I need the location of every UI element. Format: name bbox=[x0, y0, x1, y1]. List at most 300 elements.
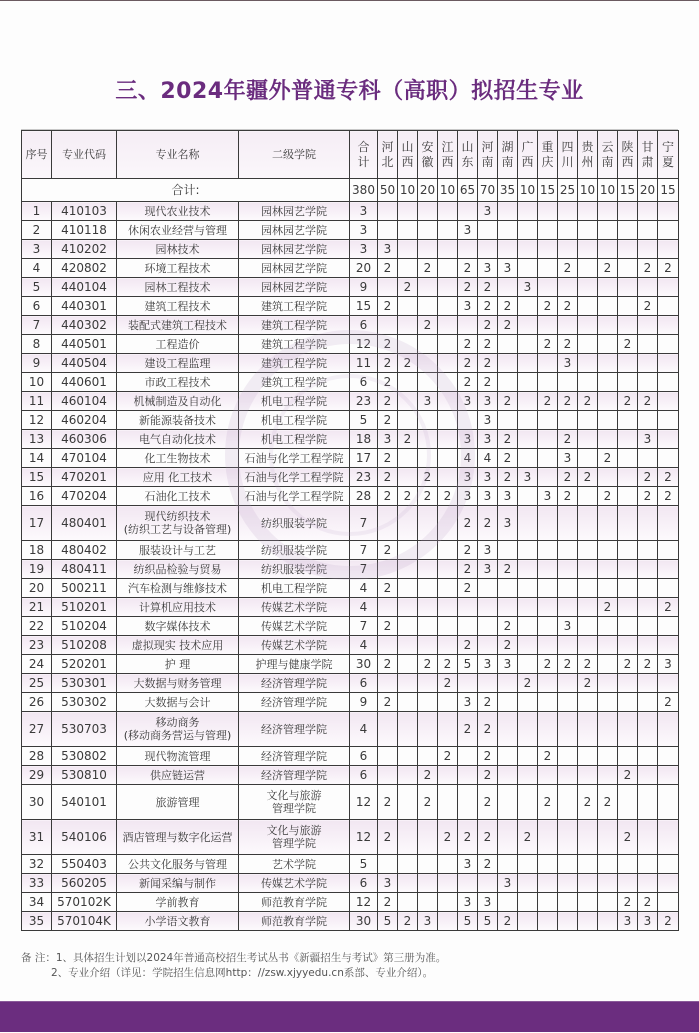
province-quota-cell: 2 bbox=[378, 617, 398, 636]
province-quota-cell bbox=[438, 468, 458, 487]
province-quota-cell bbox=[578, 411, 598, 430]
table-row bbox=[22, 893, 679, 912]
province-quota-cell: 2 bbox=[598, 487, 618, 506]
header-province: 重 庆 bbox=[538, 131, 558, 179]
seq-cell: 27 bbox=[22, 712, 52, 747]
province-quota-cell: 3 bbox=[458, 221, 478, 240]
province-quota-cell bbox=[398, 820, 418, 855]
college-cell bbox=[239, 240, 350, 259]
province-quota-cell: 2 bbox=[558, 430, 578, 449]
province-quota-cell bbox=[658, 820, 679, 855]
college-cell bbox=[239, 541, 350, 560]
province-quota-cell: 5 bbox=[478, 912, 498, 931]
province-quota-cell bbox=[578, 579, 598, 598]
province-quota-cell bbox=[638, 411, 658, 430]
major-name-cell bbox=[117, 221, 239, 240]
province-quota-cell: 2 bbox=[378, 655, 398, 674]
major-name-cell bbox=[117, 636, 239, 655]
province-quota-cell bbox=[638, 617, 658, 636]
major-name: 休闲农业经营与管理 bbox=[128, 223, 227, 237]
province-quota-cell bbox=[398, 411, 418, 430]
province-quota-cell: 3 bbox=[498, 487, 518, 506]
province-quota-cell: 2 bbox=[458, 354, 478, 373]
province-quota-cell bbox=[398, 373, 418, 392]
seq-cell: 4 bbox=[22, 259, 52, 278]
province-quota-cell: 2 bbox=[558, 297, 578, 316]
table-row bbox=[22, 411, 679, 430]
province-quota-cell: 2 bbox=[478, 785, 498, 820]
province-quota-cell bbox=[398, 392, 418, 411]
header-province: 云 南 bbox=[598, 131, 618, 179]
major-name: 新闻采编与制作 bbox=[139, 876, 216, 890]
province-quota-cell bbox=[478, 598, 498, 617]
college-name: 经济管理学院 bbox=[261, 749, 327, 763]
province-quota-cell: 2 bbox=[458, 506, 478, 541]
province-quota-cell bbox=[378, 202, 398, 221]
province-quota-cell bbox=[538, 893, 558, 912]
province-quota-cell: 2 bbox=[378, 335, 398, 354]
province-quota-cell bbox=[618, 541, 638, 560]
province-quota-cell: 2 bbox=[478, 712, 498, 747]
province-quota-cell bbox=[658, 202, 679, 221]
province-quota-cell bbox=[618, 411, 638, 430]
province-quota-cell bbox=[518, 259, 538, 278]
province-quota-cell: 2 bbox=[478, 747, 498, 766]
province-quota-cell bbox=[458, 617, 478, 636]
major-name: 移动商务 bbox=[155, 716, 200, 729]
row-total-cell: 3 bbox=[350, 221, 378, 240]
province-quota-cell bbox=[438, 541, 458, 560]
province-quota-cell: 2 bbox=[418, 785, 438, 820]
header-province: 山 西 bbox=[398, 131, 418, 179]
province-quota-cell: 2 bbox=[598, 598, 618, 617]
province-quota-cell: 3 bbox=[458, 855, 478, 874]
province-quota-cell: 2 bbox=[478, 335, 498, 354]
province-quota-cell bbox=[558, 693, 578, 712]
province-quota-cell bbox=[578, 874, 598, 893]
province-quota-cell bbox=[438, 712, 458, 747]
college-cell bbox=[239, 820, 350, 855]
college-name: 机电工程学院 bbox=[261, 432, 327, 446]
province-quota-cell: 2 bbox=[398, 912, 418, 931]
province-quota-cell bbox=[458, 747, 478, 766]
code-cell: 440601 bbox=[52, 373, 117, 392]
province-quota-cell bbox=[658, 560, 679, 579]
province-quota-cell bbox=[618, 617, 638, 636]
province-quota-cell bbox=[558, 316, 578, 335]
province-quota-cell bbox=[578, 766, 598, 785]
province-quota-cell bbox=[578, 240, 598, 259]
major-name: 学前教育 bbox=[155, 895, 200, 909]
province-quota-cell bbox=[598, 468, 618, 487]
province-quota-cell bbox=[378, 855, 398, 874]
province-quota-cell bbox=[598, 579, 618, 598]
college-name: 纺织服装学院 bbox=[261, 543, 327, 557]
college-cell bbox=[239, 335, 350, 354]
row-total-cell: 6 bbox=[350, 373, 378, 392]
province-quota-cell bbox=[398, 202, 418, 221]
province-quota-cell bbox=[638, 354, 658, 373]
province-quota-cell bbox=[538, 221, 558, 240]
province-quota-cell bbox=[418, 373, 438, 392]
code-cell: 480411 bbox=[52, 560, 117, 579]
province-quota-cell bbox=[498, 855, 518, 874]
major-name: 大数据与财务管理 bbox=[133, 676, 222, 690]
province-quota-cell bbox=[438, 335, 458, 354]
province-quota-cell bbox=[478, 674, 498, 693]
province-quota-cell bbox=[658, 240, 679, 259]
province-quota-cell: 3 bbox=[638, 430, 658, 449]
college-name: 园林园艺学院 bbox=[261, 280, 327, 294]
table-row bbox=[22, 747, 679, 766]
college-cell bbox=[239, 912, 350, 931]
province-quota-cell: 2 bbox=[478, 506, 498, 541]
province-quota-cell: 2 bbox=[498, 912, 518, 931]
college-cell bbox=[239, 855, 350, 874]
province-quota-cell bbox=[458, 766, 478, 785]
seq-cell: 18 bbox=[22, 541, 52, 560]
province-quota-cell: 2 bbox=[378, 297, 398, 316]
province-quota-cell bbox=[638, 506, 658, 541]
code-cell: 530301 bbox=[52, 674, 117, 693]
province-quota-cell bbox=[418, 297, 438, 316]
table-row bbox=[22, 712, 679, 747]
province-quota-cell bbox=[618, 874, 638, 893]
province-quota-cell bbox=[578, 373, 598, 392]
province-quota-cell: 2 bbox=[638, 487, 658, 506]
code-cell: 570102K bbox=[52, 893, 117, 912]
college-name: 纺织服装学院 bbox=[261, 562, 327, 576]
major-name: 装配式建筑工程技术 bbox=[128, 318, 227, 332]
province-quota-cell bbox=[498, 202, 518, 221]
code-cell: 410118 bbox=[52, 221, 117, 240]
province-quota-cell bbox=[638, 820, 658, 855]
seq-cell: 13 bbox=[22, 430, 52, 449]
seq-cell: 24 bbox=[22, 655, 52, 674]
table-row bbox=[22, 430, 679, 449]
province-quota-cell bbox=[598, 392, 618, 411]
province-quota-cell bbox=[438, 449, 458, 468]
province-quota-cell bbox=[398, 766, 418, 785]
province-quota-cell: 2 bbox=[458, 820, 478, 855]
total-province-cell: 35 bbox=[498, 179, 518, 202]
province-quota-cell bbox=[438, 785, 458, 820]
seq-cell: 23 bbox=[22, 636, 52, 655]
province-quota-cell bbox=[418, 636, 438, 655]
province-quota-cell: 3 bbox=[378, 874, 398, 893]
major-name-cell bbox=[117, 392, 239, 411]
province-quota-cell bbox=[638, 785, 658, 820]
province-quota-cell bbox=[598, 766, 618, 785]
college-name: 文化与旅游 bbox=[266, 789, 322, 802]
seq-cell: 9 bbox=[22, 354, 52, 373]
college-cell bbox=[239, 785, 350, 820]
college-name-line2: 管理学院 bbox=[272, 802, 316, 815]
province-quota-cell bbox=[638, 674, 658, 693]
province-quota-cell bbox=[658, 316, 679, 335]
province-quota-cell bbox=[518, 874, 538, 893]
code-cell: 510208 bbox=[52, 636, 117, 655]
seq-cell: 28 bbox=[22, 747, 52, 766]
row-total-cell: 30 bbox=[350, 655, 378, 674]
college-name: 文化与旅游 bbox=[266, 824, 322, 837]
province-quota-cell bbox=[418, 411, 438, 430]
province-quota-cell bbox=[638, 278, 658, 297]
row-total-cell: 4 bbox=[350, 636, 378, 655]
seq-cell: 31 bbox=[22, 820, 52, 855]
major-name: 建设工程监理 bbox=[144, 356, 211, 370]
table-row bbox=[22, 278, 679, 297]
province-quota-cell bbox=[378, 636, 398, 655]
province-quota-cell bbox=[598, 506, 618, 541]
table-row bbox=[22, 766, 679, 785]
province-quota-cell: 2 bbox=[498, 316, 518, 335]
province-quota-cell bbox=[518, 316, 538, 335]
college-name: 建筑工程学院 bbox=[261, 318, 327, 332]
province-quota-cell: 2 bbox=[378, 449, 398, 468]
province-quota-cell: 2 bbox=[618, 766, 638, 785]
province-quota-cell bbox=[578, 541, 598, 560]
header-province: 陕 西 bbox=[618, 131, 638, 179]
province-quota-cell: 2 bbox=[618, 392, 638, 411]
province-quota-cell: 3 bbox=[458, 893, 478, 912]
province-quota-cell bbox=[418, 893, 438, 912]
province-quota-cell: 2 bbox=[418, 316, 438, 335]
province-quota-cell bbox=[578, 506, 598, 541]
province-quota-cell bbox=[638, 747, 658, 766]
province-quota-cell bbox=[598, 893, 618, 912]
province-quota-cell: 2 bbox=[498, 449, 518, 468]
province-quota-cell: 2 bbox=[658, 487, 679, 506]
province-quota-cell bbox=[598, 874, 618, 893]
college-name: 传媒艺术学院 bbox=[261, 876, 327, 890]
row-total-cell: 17 bbox=[350, 449, 378, 468]
province-quota-cell: 2 bbox=[578, 468, 598, 487]
province-quota-cell: 5 bbox=[458, 655, 478, 674]
province-quota-cell bbox=[498, 221, 518, 240]
province-quota-cell: 2 bbox=[578, 785, 598, 820]
college-cell bbox=[239, 278, 350, 297]
province-quota-cell bbox=[478, 617, 498, 636]
college-cell bbox=[239, 674, 350, 693]
province-quota-cell: 2 bbox=[518, 820, 538, 855]
province-quota-cell: 3 bbox=[478, 468, 498, 487]
province-quota-cell: 2 bbox=[498, 392, 518, 411]
province-quota-cell bbox=[438, 278, 458, 297]
province-quota-cell bbox=[658, 373, 679, 392]
province-quota-cell: 2 bbox=[498, 468, 518, 487]
province-quota-cell bbox=[398, 747, 418, 766]
major-name: 虚拟现实 技术应用 bbox=[131, 638, 224, 652]
code-cell: 530302 bbox=[52, 693, 117, 712]
province-quota-cell bbox=[578, 278, 598, 297]
province-quota-cell bbox=[618, 354, 638, 373]
province-quota-cell bbox=[518, 598, 538, 617]
province-quota-cell: 3 bbox=[478, 202, 498, 221]
province-quota-cell bbox=[418, 874, 438, 893]
province-quota-cell: 2 bbox=[458, 335, 478, 354]
province-quota-cell bbox=[538, 541, 558, 560]
province-quota-cell bbox=[578, 316, 598, 335]
province-quota-cell: 2 bbox=[638, 259, 658, 278]
province-quota-cell bbox=[578, 598, 598, 617]
province-quota-cell bbox=[418, 579, 438, 598]
province-quota-cell bbox=[498, 598, 518, 617]
total-province-cell: 25 bbox=[558, 179, 578, 202]
major-name: 供应链运营 bbox=[150, 768, 205, 782]
province-quota-cell bbox=[538, 693, 558, 712]
seq-cell: 21 bbox=[22, 598, 52, 617]
page-title: 三、2024年疆外普通专科（高职）拟招生专业 bbox=[115, 79, 584, 104]
province-quota-cell bbox=[538, 354, 558, 373]
code-cell: 540106 bbox=[52, 820, 117, 855]
province-quota-cell bbox=[598, 316, 618, 335]
province-quota-cell bbox=[558, 598, 578, 617]
province-quota-cell bbox=[398, 335, 418, 354]
college-cell bbox=[239, 202, 350, 221]
row-total-cell: 12 bbox=[350, 893, 378, 912]
province-quota-cell bbox=[658, 712, 679, 747]
college-cell bbox=[239, 579, 350, 598]
major-name-cell bbox=[117, 693, 239, 712]
province-quota-cell bbox=[578, 202, 598, 221]
province-quota-cell bbox=[418, 712, 438, 747]
province-quota-cell bbox=[398, 468, 418, 487]
code-cell: 460204 bbox=[52, 411, 117, 430]
table-row bbox=[22, 354, 679, 373]
code-cell: 440504 bbox=[52, 354, 117, 373]
major-name: 现代物流管理 bbox=[144, 749, 211, 763]
major-name-cell bbox=[117, 560, 239, 579]
province-quota-cell bbox=[538, 874, 558, 893]
major-name-cell bbox=[117, 354, 239, 373]
college-name: 师范教育学院 bbox=[261, 895, 327, 909]
province-quota-cell bbox=[438, 874, 458, 893]
major-name-cell bbox=[117, 202, 239, 221]
province-quota-cell bbox=[558, 893, 578, 912]
province-quota-cell: 2 bbox=[418, 487, 438, 506]
code-cell: 550403 bbox=[52, 855, 117, 874]
province-quota-cell: 2 bbox=[398, 430, 418, 449]
province-quota-cell: 2 bbox=[638, 893, 658, 912]
province-quota-cell: 3 bbox=[378, 430, 398, 449]
college-name-line2: 管理学院 bbox=[272, 837, 316, 850]
province-quota-cell bbox=[458, 598, 478, 617]
major-name-cell bbox=[117, 278, 239, 297]
province-quota-cell bbox=[638, 874, 658, 893]
province-quota-cell: 2 bbox=[538, 335, 558, 354]
row-total-cell: 7 bbox=[350, 506, 378, 541]
major-name: 酒店管理与数字化运营 bbox=[122, 830, 233, 844]
province-quota-cell: 2 bbox=[558, 259, 578, 278]
major-name-cell bbox=[117, 617, 239, 636]
province-quota-cell: 2 bbox=[378, 392, 398, 411]
province-quota-cell: 2 bbox=[478, 820, 498, 855]
province-quota-cell bbox=[518, 912, 538, 931]
province-quota-cell bbox=[638, 541, 658, 560]
seq-cell: 16 bbox=[22, 487, 52, 506]
province-quota-cell bbox=[538, 430, 558, 449]
province-quota-cell bbox=[638, 636, 658, 655]
province-quota-cell bbox=[418, 506, 438, 541]
province-quota-cell: 3 bbox=[518, 468, 538, 487]
province-quota-cell bbox=[598, 674, 618, 693]
province-quota-cell: 2 bbox=[558, 392, 578, 411]
province-quota-cell bbox=[518, 693, 538, 712]
major-name-cell bbox=[117, 297, 239, 316]
province-quota-cell bbox=[518, 636, 538, 655]
province-quota-cell: 2 bbox=[418, 766, 438, 785]
row-total-cell: 11 bbox=[350, 354, 378, 373]
table-row bbox=[22, 617, 679, 636]
major-name: 工程造价 bbox=[155, 337, 200, 351]
college-name: 艺术学院 bbox=[272, 857, 316, 871]
province-quota-cell: 2 bbox=[478, 278, 498, 297]
college-cell bbox=[239, 487, 350, 506]
province-quota-cell bbox=[538, 579, 558, 598]
table-row bbox=[22, 820, 679, 855]
province-quota-cell bbox=[518, 392, 538, 411]
province-quota-cell: 2 bbox=[418, 259, 438, 278]
province-quota-cell: 3 bbox=[638, 912, 658, 931]
province-quota-cell bbox=[518, 373, 538, 392]
header-province: 山 东 bbox=[458, 131, 478, 179]
code-cell: 500211 bbox=[52, 579, 117, 598]
table-row bbox=[22, 468, 679, 487]
province-quota-cell: 3 bbox=[478, 411, 498, 430]
table-row bbox=[22, 855, 679, 874]
code-cell: 560205 bbox=[52, 874, 117, 893]
province-quota-cell bbox=[438, 221, 458, 240]
table-row bbox=[22, 579, 679, 598]
province-quota-cell bbox=[618, 221, 638, 240]
row-total-cell: 18 bbox=[350, 430, 378, 449]
college-name: 经济管理学院 bbox=[261, 768, 327, 782]
row-total-cell: 6 bbox=[350, 747, 378, 766]
province-quota-cell bbox=[558, 278, 578, 297]
province-quota-cell bbox=[378, 674, 398, 693]
province-quota-cell bbox=[618, 712, 638, 747]
province-quota-cell bbox=[518, 221, 538, 240]
province-quota-cell bbox=[598, 541, 618, 560]
province-quota-cell: 3 bbox=[658, 655, 679, 674]
total-province-cell: 15 bbox=[658, 179, 679, 202]
province-quota-cell: 2 bbox=[378, 487, 398, 506]
province-quota-cell bbox=[578, 820, 598, 855]
header-row bbox=[22, 131, 679, 179]
province-quota-cell bbox=[538, 468, 558, 487]
table-row bbox=[22, 874, 679, 893]
note-2: 2、专业介绍（详见：学院招生信息网http：//zsw.xjyyedu.cn系部、专业介绍）。 bbox=[51, 967, 434, 979]
province-quota-cell bbox=[558, 766, 578, 785]
province-quota-cell: 2 bbox=[498, 297, 518, 316]
college-name: 机电工程学院 bbox=[261, 413, 327, 427]
code-cell: 410103 bbox=[52, 202, 117, 221]
province-quota-cell bbox=[378, 766, 398, 785]
note-1: 备 注：1、具体招生计划以2024年普通高校招生考试丛书《新疆招生与考试》第三册为准。 bbox=[21, 952, 447, 964]
province-quota-cell: 2 bbox=[478, 354, 498, 373]
province-quota-cell bbox=[558, 855, 578, 874]
college-name: 园林园艺学院 bbox=[261, 223, 327, 237]
province-quota-cell: 3 bbox=[478, 487, 498, 506]
province-quota-cell bbox=[558, 240, 578, 259]
province-quota-cell bbox=[658, 617, 679, 636]
province-quota-cell: 2 bbox=[378, 579, 398, 598]
province-quota-cell bbox=[498, 240, 518, 259]
province-quota-cell bbox=[398, 297, 418, 316]
province-quota-cell: 2 bbox=[598, 449, 618, 468]
province-quota-cell: 2 bbox=[578, 655, 598, 674]
